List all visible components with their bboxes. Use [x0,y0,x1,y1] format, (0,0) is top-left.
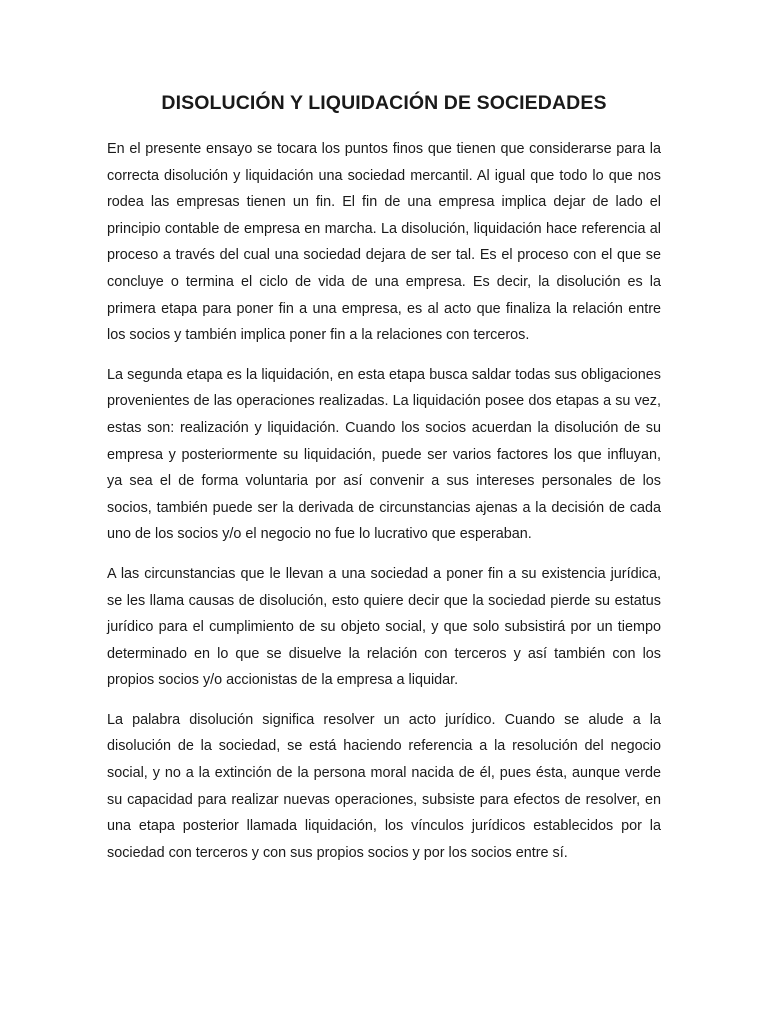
document-title: DISOLUCIÓN Y LIQUIDACIÓN DE SOCIEDADES [161,92,607,114]
paragraph-1: En el presente ensayo se tocara los puntos finos que tienen que considerarse para la correcta disolución y liquidación una sociedad mercantil. Al igual que todo lo que nos rodea las empresas tienen un fin. El fin de una empresa implica dejar de lado el principio contable de empresa en marcha. La disolución, liquidación hace referencia al proceso a través del cual una sociedad dejara de ser tal. Es el proceso con el que se concluye o termina el ciclo de vida de una empresa. Es decir, la disolución es la primera etapa para poner fin a una empresa, es al acto que finaliza la relación entre los socios y también implica poner fin a la relaciones con terceros. [107,141,661,344]
paragraph-2: La segunda etapa es la liquidación, en esta etapa busca saldar todas sus obligaciones provenientes de las operaciones realizadas. La liquidación posee dos etapas a su vez, estas son: realización y liquidación. Cuando los socios acuerdan la disolución de su empresa y posteriormente su liquidación, puede ser varios factores los que influyan, ya sea el de forma voluntaria por así convenir a sus intereses personales de los socios, también puede ser la derivada de circunstancias ajenas a la decisión de cada uno de los socios y/o el negocio no fue lo lucrativo que esperaban. [107,366,661,543]
paragraph-3: A las circunstancias que le llevan a una sociedad a poner fin a su existencia jurídica, se les llama causas de disolución, esto quiere decir que la sociedad pierde su estatus jurídico para el cumplimiento de su objeto social, y que solo subsistirá por un tiempo determinado en lo que se disuelve la relación con terceros y así también con los propios socios y/o accionistas de la empresa a liquidar. [107,565,661,689]
paragraph-4: La palabra disolución significa resolver un acto jurídico. Cuando se alude a la disolución de la sociedad, se está haciendo referencia a la resolución del negocio social, y no a la extinción de la persona moral nacida de él, pues ésta, aunque verde su capacidad para realizar nuevas operaciones, subsiste para efectos de resolver, en una etapa posterior llamada liquidación, los vínculos jurídicos establecidos por la sociedad con terceros y con sus propios socios y por los socios entre sí. [107,711,661,861]
